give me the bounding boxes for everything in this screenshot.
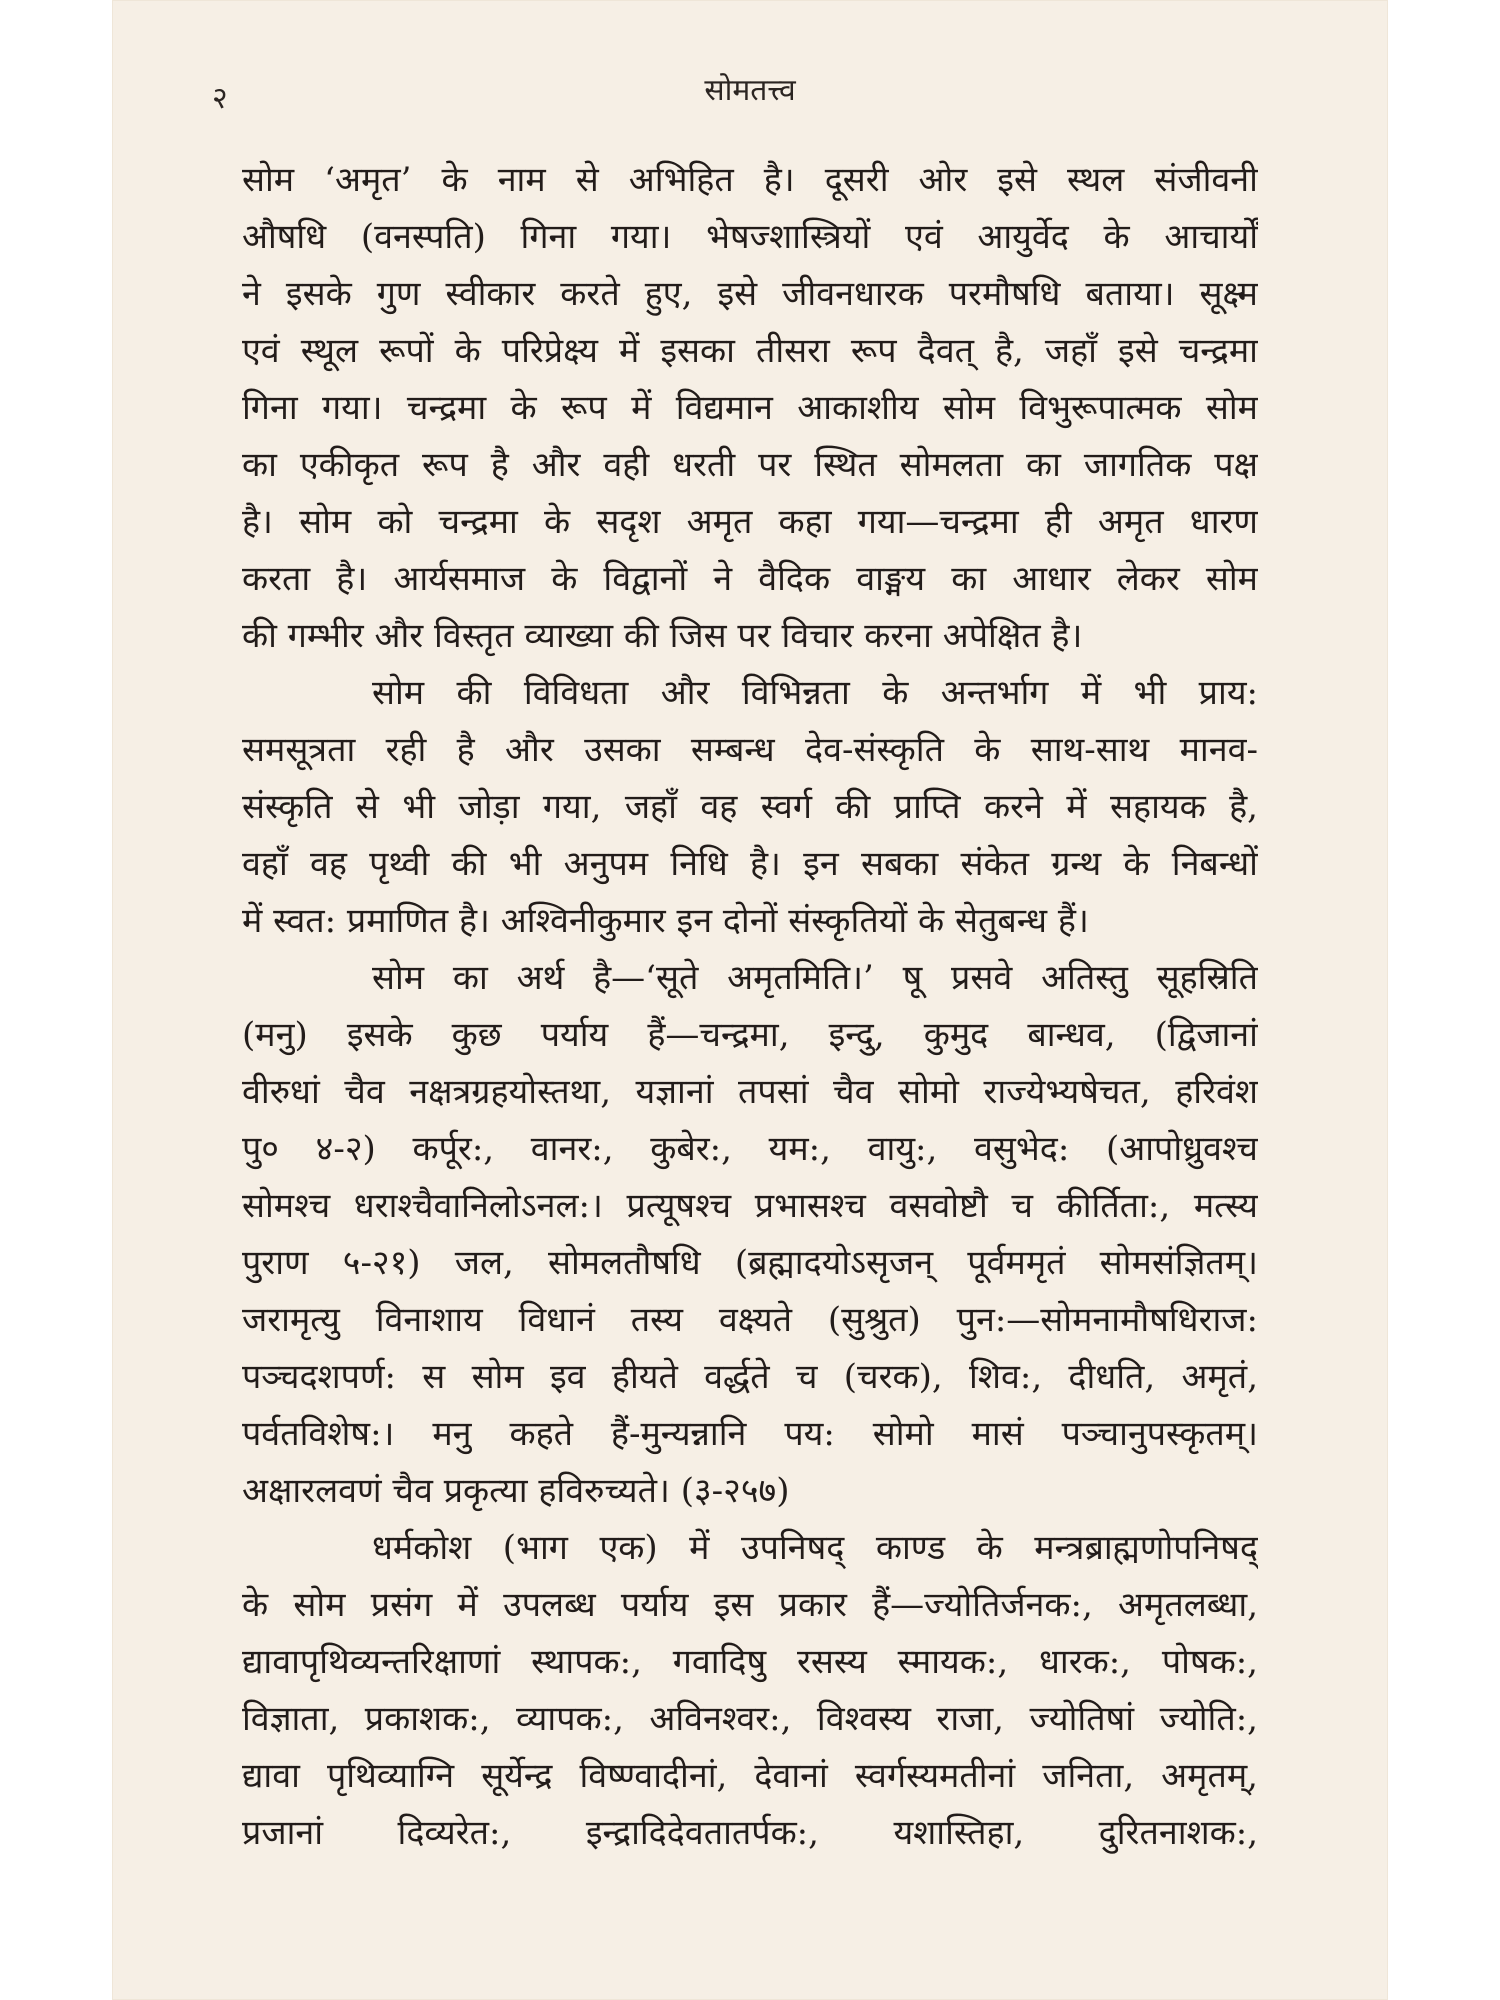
text-line: में स्वत: प्रमाणित है। अश्विनीकुमार इन दोनों संस्कृतियों के सेतुबन्ध हैं।: [242, 901, 1089, 941]
text-line: पु० ४-२) कर्पूर:, वानर:, कुबेर:, यम:, वायु:, वसुभेद: (आपोध्रुवश्च: [242, 1129, 1258, 1169]
page-number: २: [212, 81, 228, 116]
paragraph: [242, 1520, 1258, 1862]
text-line: वहाँ वह पृथ्वी की भी अनुपम निधि है। इन सबका संकेत ग्रन्थ के निबन्धों: [242, 844, 1258, 884]
text-line: प्रजानां दिव्यरेत:, इन्द्रादिदेवतातर्पक:, यशास्तिहा, दुरितनाशक:,: [242, 1813, 1258, 1853]
book-page: [112, 0, 1388, 2000]
text-line: सोम ‘अमृत’ के नाम से अभिहित है। दूसरी ओर इसे स्थल संजीवनी: [242, 160, 1258, 200]
text-line: के सोम प्रसंग में उपलब्ध पर्याय इस प्रकार हैं—ज्योतिर्जनक:, अमृतलब्धा,: [242, 1585, 1258, 1625]
text-line: वीरुधां चैव नक्षत्रग्रहयोस्तथा, यज्ञानां तपसां चैव सोमो राज्येभ्यषेचत, हरिवंश: [242, 1072, 1258, 1112]
text-line: द्यावापृथिव्यन्तरिक्षाणां स्थापक:, गवादिषु रसस्य स्मायक:, धारक:, पोषक:,: [242, 1642, 1258, 1682]
text-line: संस्कृति से भी जोड़ा गया, जहाँ वह स्वर्ग की प्राप्ति करने में सहायक है,: [242, 787, 1258, 827]
page-header: [112, 68, 1388, 118]
text-line: है। सोम को चन्द्रमा के सदृश अमृत कहा गया—चन्द्रमा ही अमृत धारण: [242, 502, 1258, 542]
paragraph: [242, 152, 1258, 665]
text-line: पञ्चदशपर्ण: स सोम इव हीयते वर्द्धते च (चरक), शिव:, दीधति, अमृतं,: [242, 1357, 1258, 1397]
text-line: समसूत्रता रही है और उसका सम्बन्ध देव-संस्कृति के साथ-साथ मानव-: [242, 730, 1258, 770]
text-line: विज्ञाता, प्रकाशक:, व्यापक:, अविनश्वर:, विश्वस्य राजा, ज्योतिषां ज्योति:,: [242, 1699, 1258, 1739]
text-line: सोम का अर्थ है—‘सूते अमृतमिति।’ षू प्रसवे अतिस्तु सूहस्रिति: [372, 958, 1258, 998]
text-line: एवं स्थूल रूपों के परिप्रेक्ष्य में इसका तीसरा रूप दैवत् है, जहाँ इसे चन्द्रमा: [242, 331, 1258, 371]
text-line: औषधि (वनस्पति) गिना गया। भेषज्शास्त्रियों एवं आयुर्वेद के आचार्यों: [242, 217, 1258, 257]
text-line: सोमश्च धराश्चैवानिलोऽनल:। प्रत्यूषश्च प्रभासश्च वसवोष्टौ च कीर्तिता:, मत्स्य: [242, 1186, 1258, 1226]
body-text: [242, 152, 1258, 1862]
text-line: अक्षारलवणं चैव प्रकृत्या हविरुच्यते। (३-२५७): [242, 1471, 790, 1511]
text-line: गिना गया। चन्द्रमा के रूप में विद्यमान आकाशीय सोम विभुरूपात्मक सोम: [242, 388, 1258, 428]
text-line: जरामृत्यु विनाशाय विधानं तस्य वक्ष्यते (सुश्रुत) पुन:—सोमनामौषधिराज:: [242, 1300, 1258, 1340]
paragraph: [242, 950, 1258, 1520]
text-line: की गम्भीर और विस्तृत व्याख्या की जिस पर विचार करना अपेक्षित है।: [242, 616, 1083, 656]
text-line: सोम की विविधता और विभिन्नता के अन्तर्भाग में भी प्राय:: [372, 673, 1258, 713]
text-line: पुराण ५-२१) जल, सोमलतौषधि (ब्रह्मादयोऽसृजन् पूर्वममृतं सोमसंज्ञितम्।: [242, 1243, 1258, 1283]
text-line: का एकीकृत रूप है और वही धरती पर स्थित सोमलता का जागतिक पक्ष: [242, 445, 1258, 485]
running-title: सोमतत्त्व: [704, 73, 796, 108]
text-line: धर्मकोश (भाग एक) में उपनिषद् काण्ड के मन्त्रब्राह्मणोपनिषद्: [372, 1528, 1258, 1568]
text-line: पर्वतविशेष:। मनु कहते हैं-मुन्यन्नानि पय: सोमो मासं पञ्चानुपस्कृतम्।: [242, 1414, 1258, 1454]
paragraph: [242, 665, 1258, 950]
text-line: ने इसके गुण स्वीकार करते हुए, इसे जीवनधारक परमौषधि बताया। सूक्ष्म: [242, 274, 1258, 314]
text-line: (मनु) इसके कुछ पर्याय हैं—चन्द्रमा, इन्दु, कुमुद बान्धव, (द्विजानां: [242, 1015, 1258, 1055]
text-line: करता है। आर्यसमाज के विद्वानों ने वैदिक वाङ्मय का आधार लेकर सोम: [242, 559, 1258, 599]
text-line: द्यावा पृथिव्याग्नि सूर्येन्द्र विष्ण्वादीनां, देवानां स्वर्गस्यमतीनां जनिता, अमृतम्,: [242, 1756, 1258, 1796]
